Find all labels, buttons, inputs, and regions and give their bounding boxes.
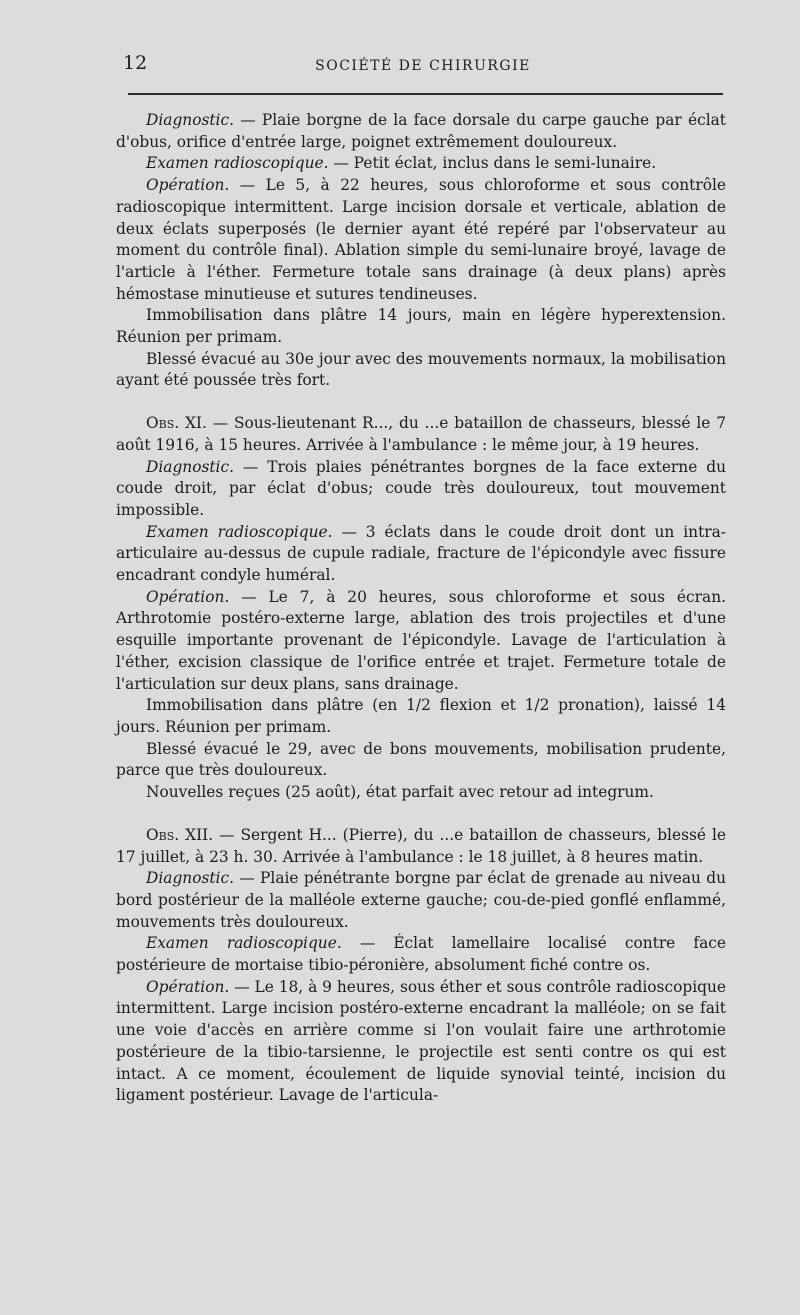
paragraph-lead: Obs. XI. — [146, 414, 207, 433]
body-text — [116, 110, 726, 1107]
paragraph — [116, 175, 726, 305]
paragraph — [116, 110, 726, 153]
paragraph-text: — Le 7, à 20 heures, sous chloroforme et sous écran. Arthrotomie postéro-externe large, ablation des trois projectiles et d'une esquille importante provenant de l'épicondyle. Lavage de l'articulation à l'éther, excision classique de l'orifice entrée et trajet. Fermeture totale de l'articulation sur deux plans, sans drainage. — [116, 587, 726, 693]
paragraph-lead: Opération. — [146, 977, 230, 996]
paragraph-text: — Le 18, à 9 heures, sous éther et sous contrôle radioscopique intermittent. Large incision postéro-externe encadrant la malléole; on se fait une voie d'accès en arrière comme si l'on voulait faire une arthrotomie postérieure de la tibio-tarsienne, le projectile est senti contre os qui est intact. A ce moment, écoulement de liquide synovial teinté, incision du ligament postérieur. Lavage de l'articula- — [116, 977, 726, 1105]
paragraph-text: — Éclat lamellaire localisé contre face postérieure de mortaise tibio-péronière, absolument fiché contre os. — [116, 934, 726, 975]
paragraph — [116, 695, 726, 738]
paragraph-text: Blessé évacué au 30e jour avec des mouvements normaux, la mobilisation ayant été poussée très fort. — [116, 349, 726, 390]
running-title: SOCIÉTÉ DE CHIRURGIE — [315, 58, 531, 74]
paragraph-text: — Petit éclat, inclus dans le semi-lunaire. — [328, 154, 657, 173]
paragraph — [116, 977, 726, 1107]
paragraph — [116, 522, 726, 587]
paragraph — [116, 457, 726, 522]
page-number: 12 — [123, 52, 148, 74]
page-header — [123, 52, 723, 82]
paragraph-text: — 3 éclats dans le coude droit dont un intra-articulaire au-dessus de cupule radiale, fracture de l'épicondyle avec fissure encadrant condyle huméral. — [116, 522, 727, 585]
paragraph — [116, 587, 726, 696]
paragraph — [116, 825, 726, 868]
paragraph — [116, 413, 726, 456]
paragraph-lead: Examen radioscopique. — [146, 154, 329, 173]
paragraph — [116, 305, 726, 348]
paragraph-lead: Opération. — [146, 176, 230, 195]
paragraph-lead: Diagnostic. — [146, 869, 234, 888]
paragraph-lead: Diagnostic. — [146, 457, 234, 476]
paragraph-lead: Opération. — [146, 587, 230, 606]
paragraph-lead: Examen radioscopique. — [146, 934, 342, 953]
paragraph — [116, 739, 726, 782]
paragraph-text: Immobilisation dans plâtre (en 1/2 flexion et 1/2 pronation), laissé 14 jours. Réunion per primam. — [116, 696, 726, 736]
paragraph — [116, 349, 726, 392]
paragraph-lead: Obs. XII. — [146, 825, 214, 844]
paragraph-text: — Trois plaies pénétrantes borgnes de la face externe du coude droit, par éclat d'obus; coude très douloureux, tout mouvement impossible. — [116, 457, 726, 519]
paragraph-lead: Diagnostic. — [146, 111, 234, 129]
paragraph — [116, 933, 726, 976]
paragraph-text: Nouvelles reçues (25 août), état parfait avec retour ad integrum. — [146, 783, 654, 802]
paragraph-text: — Sous-lieutenant R..., du ...e bataillon de chasseurs, blessé le 7 août 1916, à 15 heures. Arrivée à l'ambulance : le même jour, à 19 heures. — [116, 414, 726, 454]
paragraph-lead: Examen radioscopique. — [146, 522, 333, 541]
paragraph — [116, 153, 726, 175]
header-rule — [128, 93, 723, 95]
paragraph-text: — Plaie pénétrante borgne par éclat de grenade au niveau du bord postérieur de la malléole externe gauche; cou-de-pied gonflé enflammé, mouvements très douloureux. — [116, 869, 726, 931]
paragraph — [116, 782, 726, 804]
paragraph — [116, 868, 726, 933]
paragraph-text: — Sergent H... (Pierre), du ...e bataillon de chasseurs, blessé le 17 juillet, à 23 h. 30. Arrivée à l'ambulance : le 18 juillet, à 8 heures matin. — [116, 825, 727, 866]
paragraph-text: Immobilisation dans plâtre 14 jours, main en légère hyperextension. Réunion per primam. — [116, 306, 726, 347]
paragraph-text: — Le 5, à 22 heures, sous chloroforme et sous contrôle radioscopique intermittent. Large incision dorsale et verticale, ablation de deux éclats superposés (le dernier ayant été repéré par l'observateur au moment du contrôle final). Ablation simple du semi-lunaire broyé, lavage de l'article à l'éther. Fermeture totale sans drainage (à deux plans) après hémostase minutieuse et sutures tendineuses. — [116, 176, 726, 303]
paragraph-text: Blessé évacué le 29, avec de bons mouvements, mobilisation prudente, parce que très douloureux. — [116, 739, 726, 780]
paragraph-text: — Plaie borgne de la face dorsale du carpe gauche par éclat d'obus, orifice d'entrée large, poignet extrêmement douloureux. — [116, 111, 726, 151]
